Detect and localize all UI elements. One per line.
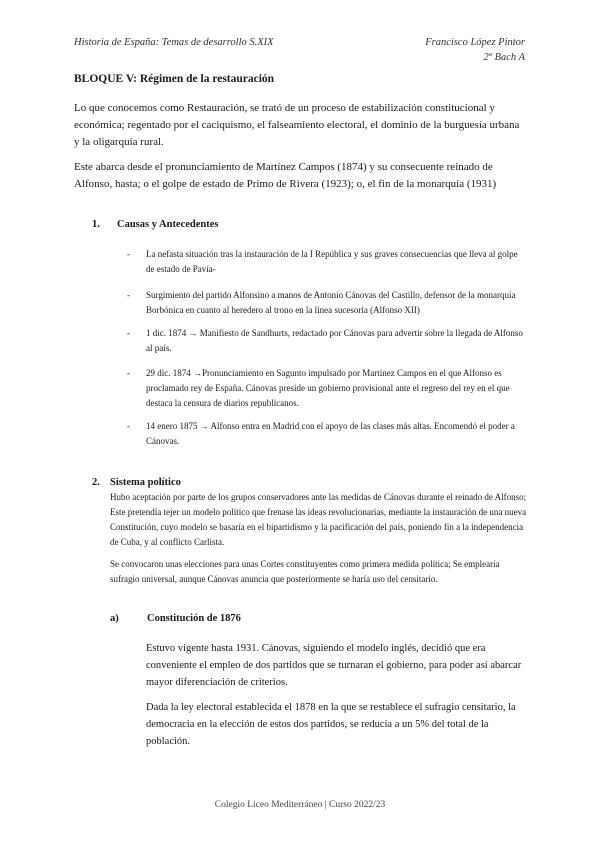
- bullet-text: 29 dic. 1874 →Pronunciamiento en Sagunto impulsado por Martínez Campos en el que Alfonso es proclamado rey de España. Cánovas preside un gobierno provisional ante el regreso del rey en el que destaca la censura de diarios republicanos.: [146, 368, 510, 408]
- bullet-marker: -: [127, 249, 130, 259]
- bullet-text: Surgimiento del partido Alfonsino a manos de Antonio Cánovas del Castillo, defensor de la monarquía Borbónica en cuanto al heredero al trono en la línea sucesoria (Alfonso XII): [146, 290, 516, 315]
- bullet-marker: -: [127, 368, 130, 378]
- section-2-paragraph-2: Se convocaron unas elecciones para unas Cortes constituyentes como primera medida política; Se emplearía sufragio universal, aunque Cánovas anuncia que posteriormente se haría uso del censitario.: [110, 559, 500, 584]
- header-subject: Historia de España: Temas de desarrollo S.XIX: [74, 37, 274, 48]
- subsection-a-paragraph-2: Dada la ley electoral establecida el 1878 en la que se restablece el sufragio censitario, la democracia en la elección de estos dos partidos, se reducía a un 5% del total de la población.: [146, 702, 516, 747]
- bullet-text: La nefasta situación tras la instauración de la I República y sus graves consecuencias que lleva al golpe de estado de Pavía-: [146, 249, 518, 274]
- intro-paragraph-1: Lo que conocemos como Restauración, se trató de un proceso de estabilización constitucional y económica; regentado por el caciquismo, el falseamiento electoral, el dominio de la burguesía urbana y la oligarquía rural.: [74, 102, 520, 148]
- bullet-marker: -: [127, 290, 130, 300]
- intro-paragraph-2: Este abarca desde el pronunciamiento de Martínez Campos (1874) y su consecuente reinado de Alfonso, hasta; o el golpe de estado de Primo de Rivera (1923); o, el fin de la monarquía (1931): [74, 161, 497, 190]
- bullet-marker: -: [127, 421, 130, 431]
- section-1-heading: [92, 219, 219, 230]
- bullet-item: [127, 419, 527, 449]
- bullet-item: [127, 247, 527, 277]
- bullet-item: [127, 326, 527, 356]
- bullet-text: 1 dic. 1874 → Manifiesto de Sandhurts, redactado por Cánovas para advertir sobre la llegada de Alfonso al país.: [146, 328, 523, 353]
- page-title: BLOQUE V: Régimen de la restauración: [74, 73, 275, 85]
- bullet-marker: -: [127, 328, 130, 338]
- section-1-number: 1.: [92, 219, 100, 230]
- bullet-item: [127, 366, 527, 411]
- subsection-a-title: Constitución de 1876: [147, 613, 241, 624]
- section-2-paragraph-1: Hubo aceptación por parte de los grupos conservadores ante las medidas de Cánovas durante el reinado de Alfonso; Este pretendía tejer un modelo político que frenase las ideas revolucionarias, mediante la instauración de una nueva Constitución, cuyo modelo se basaría en el bipartidismo y la pacificación del país, poniendo fin a la independencia de Cuba, y al conflicto Carlista.: [110, 492, 527, 547]
- bullet-text: 14 enero 1875 → Alfonso entra en Madrid con el apoyo de las clases más altas. Encomendó el poder a Cánovas.: [146, 421, 515, 446]
- header-author: Francisco López Pintor: [425, 37, 525, 48]
- section-2-title: Sistema político: [110, 477, 181, 488]
- subsection-a-label: a): [110, 613, 119, 624]
- page-footer: Colegio Liceo Mediterráneo | Curso 2022/23: [214, 800, 386, 810]
- header-course: 2º Bach A: [483, 52, 525, 63]
- bullet-item: [127, 288, 527, 318]
- subsection-a-heading: [110, 613, 241, 624]
- section-2-number: 2.: [92, 477, 100, 488]
- subsection-a-paragraph-1: Estuvo vigente hasta 1931. Cánovas, siguiendo el modelo inglés, decidió que era conveniente el empleo de dos partidos que se turnaran el gobierno, para poder así abarcar mayor diferenciación de criterios.: [146, 643, 522, 688]
- section-2-heading: [92, 477, 181, 488]
- section-1-title: Causas y Antecedentes: [117, 219, 219, 230]
